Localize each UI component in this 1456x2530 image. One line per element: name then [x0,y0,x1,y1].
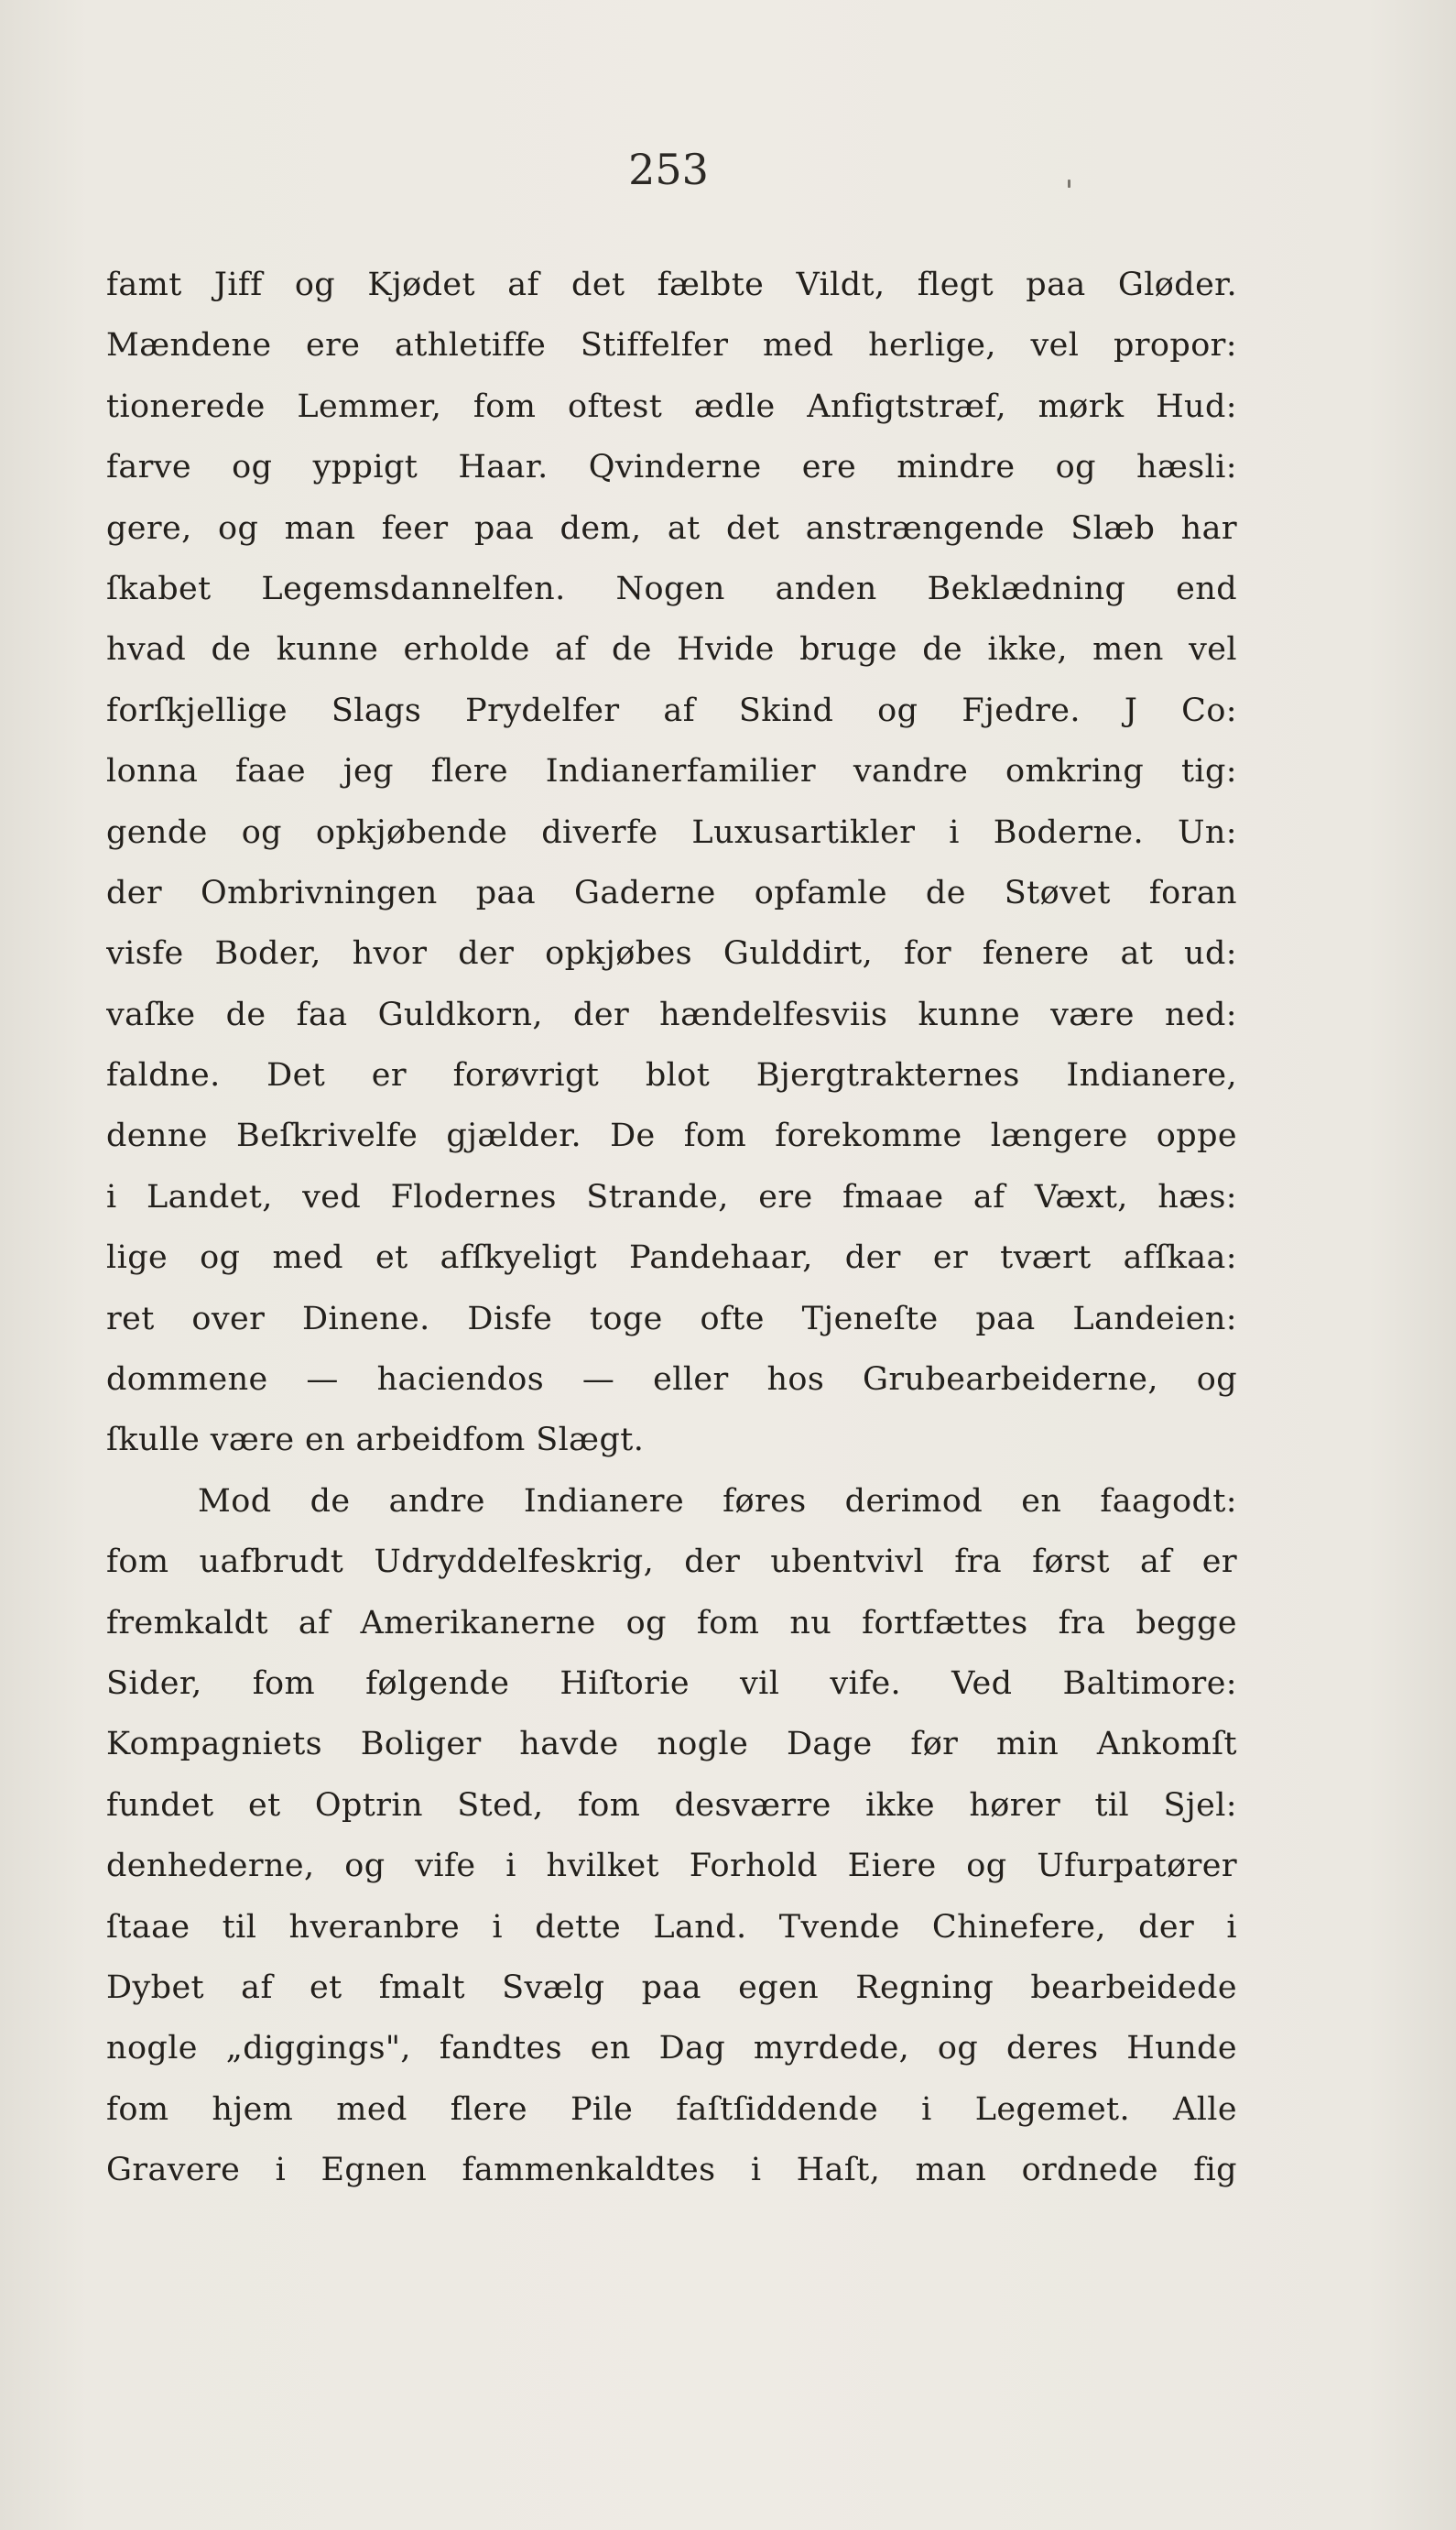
text-line: nogle „diggings", fandtes en Dag myrdede, og deres Hunde [106,2030,1237,2067]
text-line: fundet et Optrin Sted, fom desværre ikke hører til Sjel: [106,1786,1237,1824]
text-line: ret over Dinene. Disfe toge ofte Tjeneſte paa Landeien: [106,1300,1237,1337]
text-line: farve og yppigt Haar. Qvinderne ere mindre og hæsli: [106,449,1237,486]
text-line: ſkabet Legemsdannelfen. Nogen anden Beklædning end [106,570,1237,607]
text-line: hvad de kunne erholde af de Hvide bruge de ikke, men vel [106,631,1237,669]
text-line: fremkaldt af Amerikanerne og fom nu fortfættes fra begge [106,1604,1237,1641]
text-line: vaſke de faa Guldkorn, der hændelfesviis kunne være ned: [106,996,1237,1033]
text-line: gere, og man feer paa dem, at det anstrængende Slæb har [106,509,1237,547]
text-line: Gravere i Egnen fammenkaldtes i Haſt, man ordnede fig [106,2152,1237,2189]
text-line: tionerede Lemmer, fom oftest ædle Anfigtstræf, mørk Hud: [106,387,1237,425]
paragraph-start-line: Mod de andre Indianere føres derimod en faagodt: [198,1482,1237,1520]
text-line: Dybet af et fmalt Svælg paa egen Regning bearbeidede [106,1968,1237,2006]
page-number: 253 [628,145,709,194]
text-line: i Landet, ved Flodernes Strande, ere fmaae af Væxt, hæs: [106,1178,1237,1216]
text-line: lonna faae jeg flere Indianerfamilier vandre omkring tig: [106,753,1237,791]
text-line: Sider, fom følgende Hiſtorie vil vife. Ved Baltimore: [106,1664,1237,1702]
text-line: denne Beſkrivelfe gjælder. De fom forekomme længere oppe [106,1118,1237,1155]
text-line: famt Jiff og Kjødet af det fælbte Vildt, flegt paa Gløder. [106,267,1237,303]
text-line: fom uafbrudt Udryddelfeskrig, der ubentvivl fra først af er [106,1543,1237,1581]
text-line: faldne. Det er forøvrigt blot Bjergtrakternes Indianere, [106,1057,1237,1095]
text-line: fom hjem med flere Pile faſtſiddende i Legemet. Alle [106,2090,1237,2128]
text-line: lige og med et afſkyeligt Pandehaar, der er tvært afſkaa: [106,1239,1237,1277]
text-line: visfe Boder, hvor der opkjøbes Gulddirt, for fenere at ud: [106,935,1237,973]
body-text [106,255,1237,2201]
text-line: der Ombrivningen paa Gaderne opfamle de Støvet foran [106,874,1237,911]
text-line: Mændene ere athletiffe Stiffelfer med herlige, vel propor: [106,327,1237,365]
text-line: ſtaae til hveranbre i dette Land. Tvende Chinefere, der i [106,1908,1237,1946]
text-line: gende og opkjøbende diverfe Luxusartikler i Boderne. Un: [106,813,1237,851]
text-line: Kompagniets Boliger havde nogle Dage før min Ankomſt [106,1726,1237,1763]
paragraph-end-line: ſkulle være en arbeidfom Slægt. [106,1422,645,1459]
printing-mark [1068,180,1070,188]
text-line: forſkjellige Slags Prydelfer af Skind og Fjedre. J Co: [106,692,1237,729]
text-line: dommene — haciendos — eller hos Grubearbeiderne, og [106,1361,1237,1399]
text-line: denhederne, og vife i hvilket Forhold Eiere og Ufurpatører [106,1848,1237,1885]
